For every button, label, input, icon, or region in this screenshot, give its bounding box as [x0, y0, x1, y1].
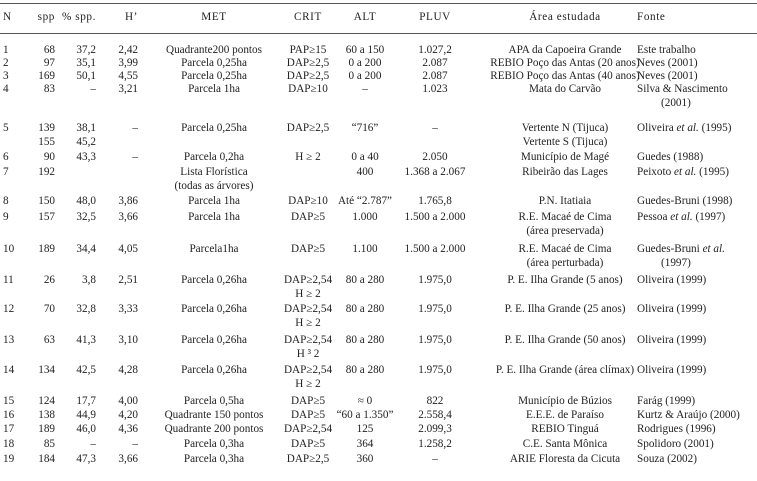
cell-met: Parcela 1ha — [188, 195, 240, 207]
cell-fonte: Guedes (1988) — [637, 151, 704, 163]
cell-area: R.E. Macaé de Cima — [518, 243, 612, 255]
header-n: N — [3, 11, 12, 23]
cell-crit-line2: H ³ 2 — [296, 348, 320, 360]
cell-spp: 139 — [38, 122, 55, 134]
cell-fonte — [637, 122, 757, 134]
cell-crit: DAP≥10 — [288, 195, 328, 207]
cell-pct: – — [90, 83, 96, 95]
cell-pct: 38,1 — [76, 122, 96, 134]
cell-fonte: Oliveira (1999) — [637, 334, 707, 346]
fonte-author: Guedes-Bruni — [637, 243, 703, 255]
cell-pluv: 1.975,0 — [418, 303, 452, 315]
cell-spp: 138 — [38, 409, 55, 421]
cell-h: 4,55 — [118, 70, 138, 82]
cell-spp: 134 — [38, 364, 55, 376]
cell-pluv: 1.023 — [422, 83, 448, 95]
cell-pluv: – — [432, 453, 438, 465]
fonte-author: Oliveira — [637, 122, 677, 134]
fonte-year: (1995) — [698, 122, 732, 134]
cell-alt: 125 — [356, 423, 374, 435]
cell-n: 2 — [3, 57, 9, 69]
header-area: Área estudada — [529, 11, 601, 23]
cell-h: 3,66 — [118, 211, 138, 223]
cell-n: 1 — [3, 44, 9, 56]
header-pct: % spp. — [61, 11, 96, 23]
cell-h: – — [132, 438, 138, 450]
cell-alt: 80 a 280 — [345, 303, 385, 315]
cell-h: 3,86 — [118, 195, 138, 207]
cell-pluv: 2.050 — [422, 151, 448, 163]
cell-alt: 80 a 280 — [345, 274, 385, 286]
cell-alt: 364 — [356, 438, 374, 450]
top-rule — [0, 3, 757, 4]
cell-pct: 17,7 — [76, 395, 96, 407]
cell-alt: ≈ 0 — [357, 395, 373, 407]
cell-spp: 90 — [43, 151, 55, 163]
cell-alt: 60 a 150 — [345, 44, 385, 56]
cell-met: Parcela 0,3ha — [183, 438, 245, 450]
cell-area: P.N. Itatiaia — [538, 195, 592, 207]
cell-met: Parcela 0,26ha — [181, 274, 247, 286]
cell-pct: 35,1 — [76, 57, 96, 69]
cell-spp: 83 — [43, 83, 55, 95]
cell-fonte-line2: (1997) — [661, 257, 691, 269]
cell-spp: 157 — [38, 211, 55, 223]
cell-met: Parcela1ha — [189, 243, 239, 255]
cell-crit: DAP≥2,54 — [283, 274, 333, 286]
cell-pct: 41,3 — [76, 334, 96, 346]
cell-alt: 1.000 — [352, 211, 378, 223]
cell-crit: DAP≥2,54 — [283, 364, 333, 376]
cell-spp: 169 — [38, 70, 55, 82]
cell-alt: Até “2.787” — [337, 195, 393, 207]
cell-area: C.E. Santa Mônica — [522, 438, 608, 450]
cell-alt: “716” — [351, 122, 379, 134]
cell-fonte: Neves (2001) — [637, 57, 698, 69]
cell-spp: 189 — [38, 423, 55, 435]
cell-alt: 360 — [356, 453, 374, 465]
cell-spp: 124 — [38, 395, 55, 407]
cell-area: Mata do Carvão — [528, 83, 602, 95]
cell-pct: 48,0 — [76, 195, 96, 207]
cell-fonte: Farág (1999) — [637, 395, 696, 407]
cell-area: REBIO Tinguá — [531, 423, 599, 435]
cell-n: 19 — [3, 453, 15, 465]
fonte-etal: et al. — [702, 243, 725, 255]
cell-pluv: 2.087 — [422, 57, 448, 69]
cell-met: Parcela 0,25ha — [181, 70, 247, 82]
cell-met: Parcela 0,25ha — [181, 122, 247, 134]
cell-n: 12 — [3, 303, 15, 315]
cell-area: REBIO Poço das Antas (40 anos) — [490, 70, 640, 82]
cell-pct: 32,5 — [76, 211, 96, 223]
cell-h: – — [132, 151, 138, 163]
cell-n: 4 — [3, 83, 9, 95]
cell-pct: 47,3 — [76, 453, 96, 465]
cell-area: Vertente N (Tijuca) — [521, 122, 609, 134]
cell-alt: 400 — [356, 166, 374, 178]
cell-n: 10 — [3, 243, 15, 255]
cell-area-line2: (área preservada) — [526, 225, 604, 237]
cell-h: 2,51 — [118, 274, 138, 286]
cell-pluv: 1.975,0 — [418, 274, 452, 286]
cell-fonte — [637, 166, 757, 178]
fonte-etal: et al. — [676, 122, 699, 134]
cell-fonte — [637, 211, 757, 223]
cell-n: 11 — [3, 274, 14, 286]
cell-crit: DAP≥2,54 — [283, 423, 333, 435]
cell-alt: 80 a 280 — [345, 364, 385, 376]
cell-fonte: Souza (2002) — [637, 453, 697, 465]
cell-area: P. E. Ilha Grande (5 anos) — [507, 274, 623, 286]
cell-alt: 0 a 200 — [348, 70, 382, 82]
cell-met: Quadrante200 pontos — [165, 44, 262, 56]
fonte-year: (1997) — [692, 211, 726, 223]
cell-n: 3 — [3, 70, 9, 82]
cell-h: 3,10 — [118, 334, 138, 346]
cell-h: 3,33 — [118, 303, 138, 315]
cell-n: 15 — [3, 395, 15, 407]
cell-alt: 80 a 280 — [345, 334, 385, 346]
cell-area: APA da Capoeira Grande — [508, 44, 622, 56]
cell-pct: 37,2 — [76, 44, 96, 56]
cell-h: 3,66 — [118, 453, 138, 465]
cell-pct: 34,4 — [76, 243, 96, 255]
cell-area: Município de Magé — [520, 151, 610, 163]
cell-crit-line2: H ≥ 2 — [295, 317, 321, 329]
cell-crit: H ≥ 2 — [295, 151, 321, 163]
cell-pct: 44,9 — [76, 409, 96, 421]
cell-h: 4,28 — [118, 364, 138, 376]
cell-n: 6 — [3, 151, 9, 163]
cell-n: 18 — [3, 438, 15, 450]
cell-alt: 0 a 40 — [351, 151, 379, 163]
cell-pct: 32,8 — [76, 303, 96, 315]
cell-crit: DAP≥2,5 — [286, 122, 330, 134]
cell-pluv: 2.087 — [422, 70, 448, 82]
cell-spp: 192 — [38, 166, 55, 178]
cell-alt: 0 a 200 — [348, 57, 382, 69]
cell-pluv: 1.765,8 — [418, 195, 452, 207]
fonte-etal: et al. — [673, 166, 697, 178]
cell-fonte: Neves (2001) — [637, 70, 698, 82]
cell-area: Ribeirão das Lages — [522, 166, 608, 178]
cell-fonte: Este trabalho — [637, 44, 696, 56]
cell-area: Município de Búzios — [518, 395, 612, 407]
cell-alt: “60 a 1.350” — [336, 409, 394, 421]
cell-pluv: 1.500 a 2.000 — [404, 243, 466, 255]
cell-crit: DAP≥2,5 — [286, 57, 330, 69]
cell-spp: 97 — [43, 57, 55, 69]
fonte-author: Peixoto — [637, 166, 674, 178]
cell-crit: DAP≥5 — [290, 211, 326, 223]
cell-crit: DAP≥5 — [290, 395, 326, 407]
cell-pluv: 2.558,4 — [418, 409, 452, 421]
cell-met: Parcela 0,3ha — [183, 453, 245, 465]
fonte-etal: et al. — [670, 211, 693, 223]
cell-met: Parcela 0,5ha — [183, 395, 245, 407]
cell-pluv: 1.500 a 2.000 — [404, 211, 466, 223]
header-rule — [0, 33, 757, 34]
cell-spp: 85 — [43, 438, 55, 450]
cell-spp: 70 — [43, 303, 55, 315]
cell-crit: DAP≥2,54 — [283, 303, 333, 315]
cell-pluv: 1.975,0 — [418, 334, 452, 346]
fonte-author: Pessoa — [637, 211, 671, 223]
cell-area: P. E. Ilha Grande (área clímax) — [495, 364, 635, 376]
cell-crit: DAP≥5 — [290, 438, 326, 450]
cell-h: 3,99 — [118, 57, 138, 69]
cell-pct: 46,0 — [76, 423, 96, 435]
cell-h: 4,05 — [118, 243, 138, 255]
cell-area: E.E.E. de Paraíso — [526, 409, 604, 421]
cell-spp: 184 — [38, 453, 55, 465]
cell-h: 4,00 — [118, 395, 138, 407]
cell-met-line2: (todas as árvores) — [174, 180, 254, 192]
cell-pct: – — [90, 438, 96, 450]
cell-met: Parcela 0,25ha — [181, 57, 247, 69]
cell-met: Quadrante 200 pontos — [164, 423, 264, 435]
header-crit: CRIT — [294, 11, 322, 23]
cell-pluv: – — [432, 122, 438, 134]
cell-crit: DAP≥2,5 — [286, 70, 330, 82]
cell-area: REBIO Poço das Antas (20 anos) — [490, 57, 640, 69]
cell-n: 14 — [3, 364, 15, 376]
cell-pluv: 1.975,0 — [418, 364, 452, 376]
cell-n: 16 — [3, 409, 15, 421]
cell-n: 8 — [3, 195, 9, 207]
cell-area: R.E. Macaé de Cima — [518, 211, 612, 223]
cell-met: Parcela 0,26ha — [181, 364, 247, 376]
cell-met: Lista Florística — [180, 166, 248, 178]
cell-met: Quadrante 150 pontos — [164, 409, 264, 421]
fonte-year: (1995) — [696, 166, 729, 178]
cell-fonte: Oliveira (1999) — [637, 274, 707, 286]
cell-h: 4,36 — [118, 423, 138, 435]
cell-pluv: 1.027,2 — [418, 44, 452, 56]
cell-alt: – — [362, 83, 368, 95]
cell-h: 2,42 — [118, 44, 138, 56]
cell-spp: 150 — [38, 195, 55, 207]
header-h: H’ — [124, 11, 138, 23]
cell-spp: 189 — [38, 243, 55, 255]
cell-area-line2: Vertente S (Tijuca) — [522, 136, 608, 148]
cell-pluv: 2.099,3 — [418, 423, 452, 435]
cell-met: Parcela 0,26ha — [181, 303, 247, 315]
cell-area: P. E. Ilha Grande (25 anos) — [504, 303, 626, 315]
cell-spp: 68 — [43, 44, 55, 56]
cell-fonte: Guedes-Bruni (1998) — [637, 195, 733, 207]
cell-n: 9 — [3, 211, 9, 223]
cell-crit: DAP≥5 — [290, 409, 326, 421]
cell-fonte: Oliveira (1999) — [637, 303, 707, 315]
cell-pct: 3,8 — [82, 274, 96, 286]
cell-area: ARIE Floresta da Cicuta — [509, 453, 621, 465]
cell-crit: DAP≥5 — [290, 243, 326, 255]
cell-pct: 42,5 — [76, 364, 96, 376]
cell-fonte — [637, 243, 757, 255]
cell-pluv: 1.368 a 2.067 — [404, 166, 466, 178]
cell-pluv: 822 — [426, 395, 444, 407]
cell-met: Parcela 1ha — [188, 83, 240, 95]
cell-h: – — [132, 122, 138, 134]
header-met: MET — [201, 11, 227, 23]
header-spp: spp — [37, 11, 55, 23]
cell-fonte: Spolidoro (2001) — [637, 438, 714, 450]
cell-spp-line2: 155 — [38, 136, 55, 148]
header-fonte: Fonte — [637, 11, 666, 23]
cell-fonte: Rodrigues (1996) — [637, 423, 716, 435]
cell-n: 7 — [3, 166, 9, 178]
cell-met: Parcela 0,26ha — [181, 334, 247, 346]
cell-n: 13 — [3, 334, 15, 346]
cell-pluv: 1.258,2 — [418, 438, 452, 450]
cell-spp: 63 — [43, 334, 55, 346]
header-pluv: PLUV — [419, 11, 451, 23]
cell-spp: 26 — [43, 274, 55, 286]
cell-h: 3,21 — [118, 83, 138, 95]
cell-fonte-line2: (2001) — [661, 97, 691, 109]
cell-pct-line2: 45,2 — [76, 136, 96, 148]
cell-pct: 50,1 — [76, 70, 96, 82]
cell-fonte: Oliveira (1999) — [637, 364, 707, 376]
cell-h: 4,20 — [118, 409, 138, 421]
cell-crit: DAP≥10 — [288, 83, 328, 95]
cell-crit: DAP≥2,54 — [283, 334, 333, 346]
cell-crit: DAP≥2,5 — [286, 453, 330, 465]
cell-met: Parcela 0,2ha — [183, 151, 245, 163]
cell-n: 5 — [3, 122, 9, 134]
cell-area-line2: (área perturbada) — [526, 257, 604, 269]
cell-met: Parcela 1ha — [188, 211, 240, 223]
cell-n: 17 — [3, 423, 15, 435]
cell-crit-line2: H ≥ 2 — [295, 288, 321, 300]
cell-crit: PAP≥15 — [289, 44, 327, 56]
cell-pct: 43,3 — [76, 151, 96, 163]
cell-fonte: Silva & Nascimento — [637, 83, 728, 95]
cell-alt: 1.100 — [352, 243, 378, 255]
cell-fonte: Kurtz & Araújo (2000) — [637, 409, 740, 421]
cell-area: P. E. Ilha Grande (50 anos) — [504, 334, 626, 346]
cell-crit-line2: H ≥ 2 — [295, 378, 321, 390]
header-alt: ALT — [353, 11, 377, 23]
